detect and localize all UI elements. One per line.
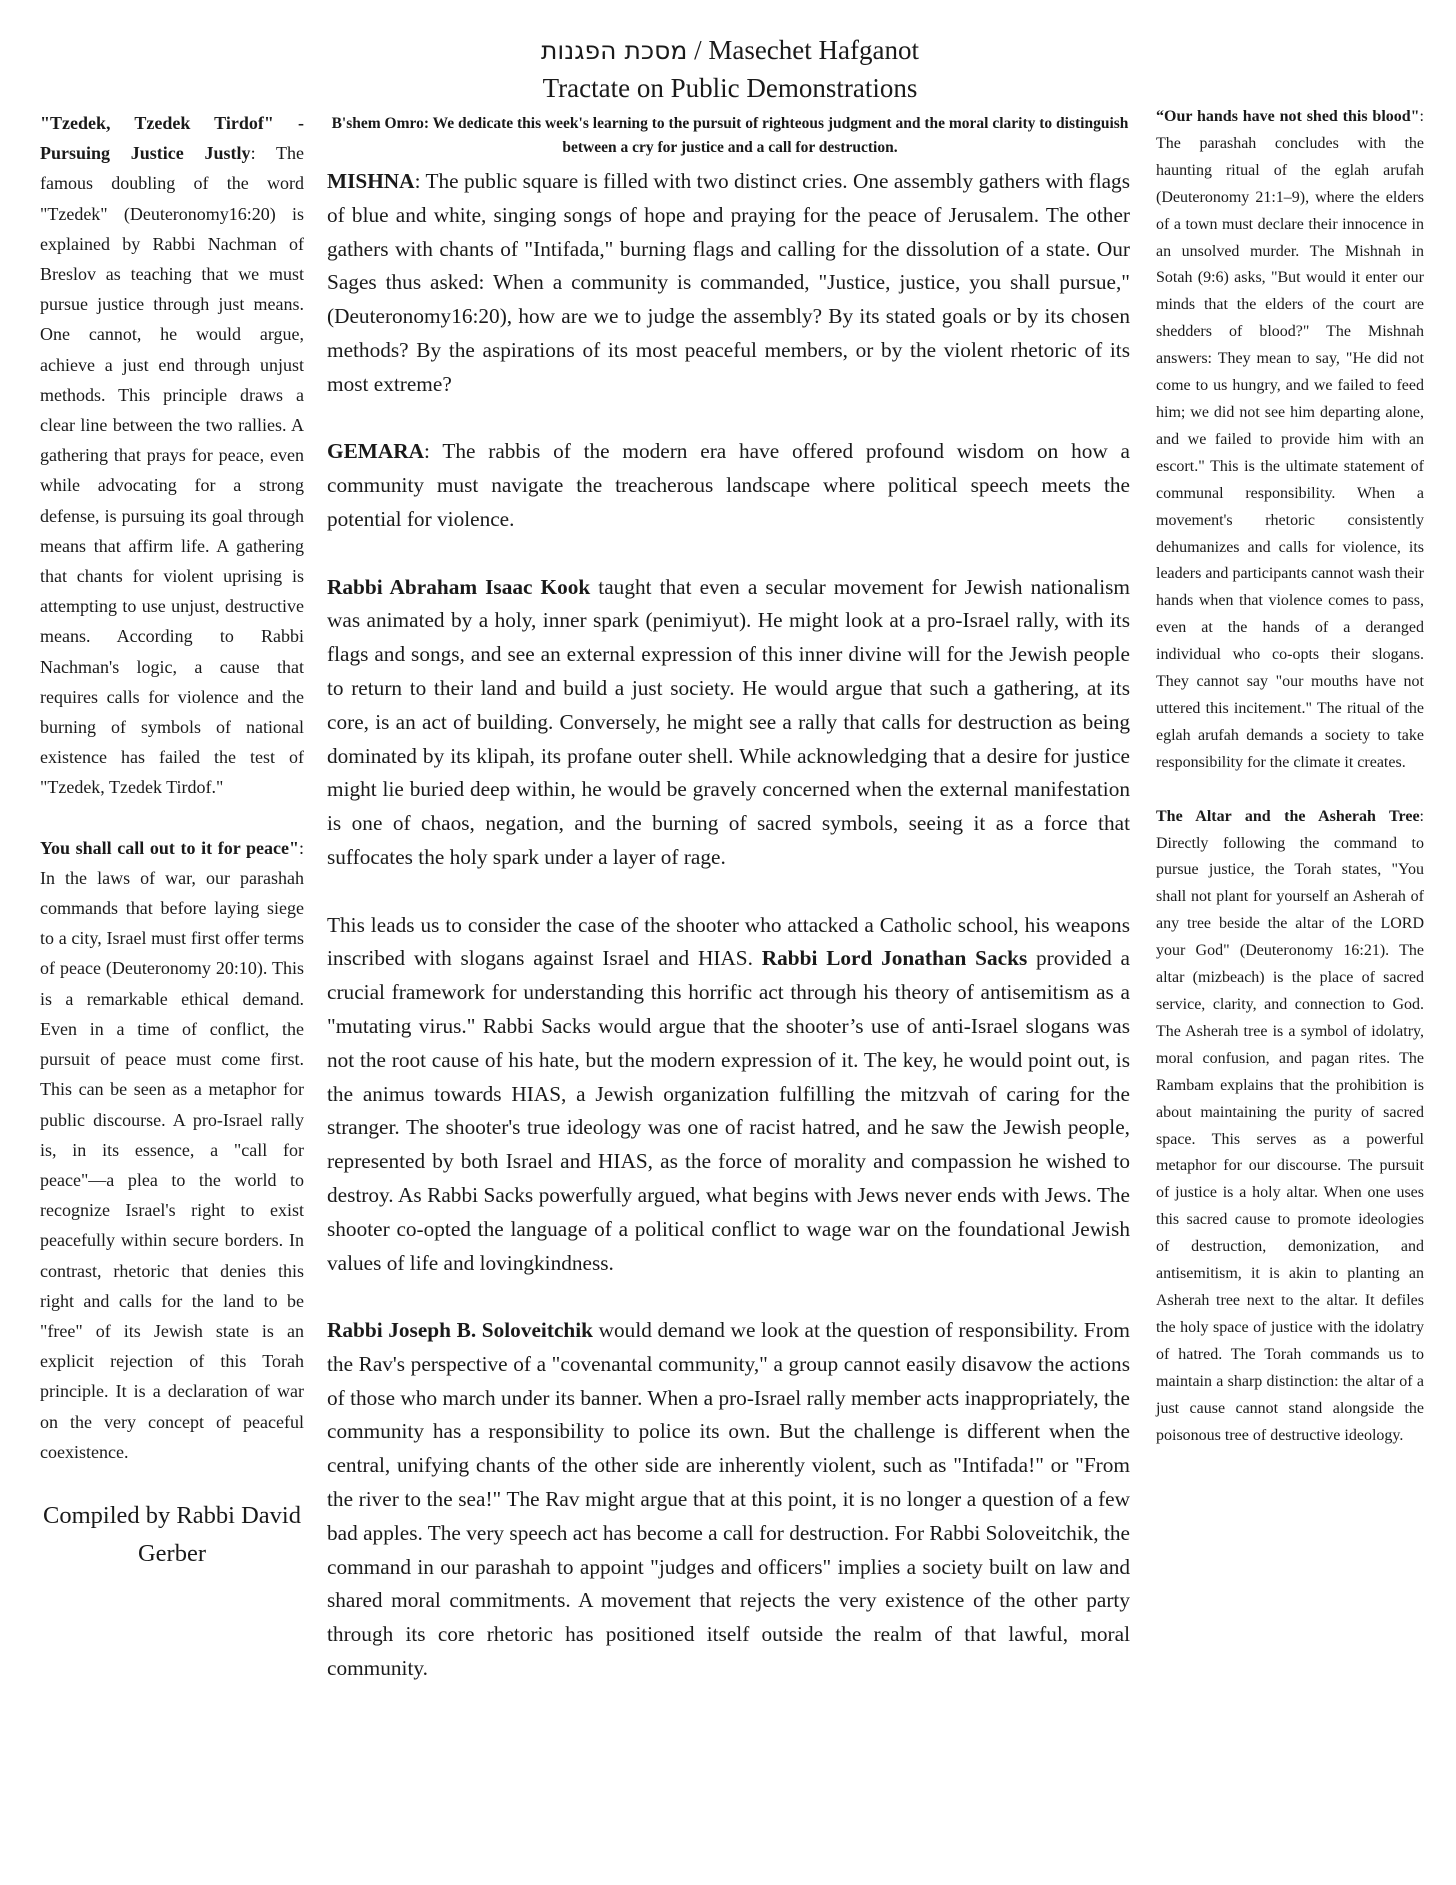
soloveitchik-paragraph (327, 1314, 1130, 1686)
section-body: : Directly following the command to pursue justice, the Torah states, "You shall not plant for yourself an Asherah of any tree beside the altar of the LORD your God" (Deuteronomy 16:21). The altar (mizbeach) is the place of sacred service, clarity, and connection to God. The Asherah tree is a symbol of idolatry, moral confusion, and pagan rites. The Rambam explains that the prohibition is about maintaining the purity of sacred space. This serves as a powerful metaphor for our discourse. The pursuit of justice is a holy altar. When one uses this sacred cause to promote ideologies of destruction, demonization, and antisemitism, it is akin to planting an Asherah tree next to the altar. It defiles the holy space of justice with the idolatry of hatred. The Torah commands us to maintain a sharp distinction: the altar of a just cause cannot stand alongside the poisonous tree of destructive ideology. (1156, 807, 1424, 1444)
gemara-paragraph (327, 435, 1130, 536)
paragraph-body: would demand we look at the question of responsibility. From the Rav's perspective of a "covenantal community," a group cannot easily disavow the actions of those who march under its banner. When a pro-Israel rally member acts inappropriately, the community has a responsibility to police its own. But the challenge is different when the central, unifying chants of the other side are inherently violent, such as "Intifada!" or "From the river to the sea!" The Rav might argue that at this point, it is no longer a question of a few bad apples. The very speech act has become a call for destruction. For Rabbi Soloveitchik, the command in our parashah to appoint "judges and officers" implies a society built on law and shared moral commitments. A movement that rejects the very existence of the other party through its core rhetoric has positioned itself outside the realm of that lawful, moral community. (327, 1318, 1130, 1681)
section-body: : The parashah concludes with the haunting ritual of the eglah arufah (Deuteronomy 21:1–9), where the elders of a town must declare their innocence in an unsolved murder. The Mishnah in Sotah (9:6) asks, "But would it enter our minds that the elders of the court are shedders of blood?" The Mishnah answers: They mean to say, "He did not come to us hungry, and we failed to feed him; we did not see him departing alone, and we failed to provide him with an escort." This is the ultimate statement of communal responsibility. When a movement's rhetoric consistently dehumanizes and calls for violence, its leaders and participants cannot wash their hands when that violence comes to pass, even at the hands of a deranged individual who co-opts their slogans. They cannot say "our mouths have not uttered this incitement." The ritual of the eglah arufah demands a society to take responsibility for the climate it creates. (1156, 108, 1424, 771)
kook-paragraph (327, 571, 1130, 875)
mishna-body: : The public square is filled with two distinct cries. One assembly gathers with flags of blue and white, singing songs of hope and praying for the peace of Jerusalem. The other gathers with chants of "Intifada," burning flags and calling for the dissolution of a state. Our Sages thus asked: When a community is commanded, "Justice, justice, you shall pursue," (Deuteronomy16:20), how are we to judge the assembly? By its stated goals or by its chosen methods? By the aspirations of its most peaceful members, or by the violent rhetoric of its most extreme? (327, 169, 1130, 396)
rabbi-name: Rabbi Abraham Isaac Kook (327, 574, 591, 599)
commentary-eglah-arufah (1156, 104, 1424, 777)
mishna-label: MISHNA (327, 169, 415, 193)
section-heading: “Our hands have not shed this blood" (1156, 108, 1420, 125)
dedication: B'shem Omro: We dedicate this week's learning to the pursuit of righteous judgment and the moral clarity to distinguish between a cry for justice and a call for destruction. (331, 115, 1129, 156)
section-body: : In the laws of war, our parashah commands that before laying siege to a city, Israel must first offer terms of peace (Deuteronomy 20:10). This is a remarkable ethical demand. Even in a time of conflict, the pursuit of peace must come first. This can be seen as a metaphor for public discourse. A pro-Israel rally is, in its essence, a "call for peace"—a plea to the world to recognize Israel's right to exist peacefully within secure borders. In contrast, rhetoric that denies this right and calls for the land to be "free" of its Jewish state is an explicit rejection of this Torah principle. It is a declaration of war on the very concept of peaceful coexistence. (40, 837, 304, 1462)
right-commentary-column (1156, 104, 1424, 1449)
gemara-label: GEMARA (327, 439, 425, 464)
paragraph-body: provided a crucial framework for understanding this horrific act through his theory of antisemitism as a "mutating virus." Rabbi Sacks would argue that the shooter’s use of anti-Israel slogans was not the root cause of his hate, but the modern expression of it. The key, he would point out, is the animus towards HIAS, a Jewish organization fulfilling the mitzvah of caring for the stranger. The shooter's true ideology was one of racist hatred, and he saw the Jewish people, represented by both Israel and HIAS, as the force of morality and compassion he wished to destroy. As Rabbi Sacks powerfully argued, what begins with Jews never ends with Jews. The shooter co-opted the language of a political conflict to wage war on the foundational Jewish values of life and lovingkindness. (327, 946, 1130, 1275)
main-text-column (327, 165, 1130, 1686)
rabbi-name: Rabbi Joseph B. Soloveitchik (327, 1318, 594, 1343)
title-separator: / (687, 35, 709, 65)
rabbi-name: Rabbi Lord Jonathan Sacks (761, 946, 1028, 971)
commentary-tzedek (40, 108, 304, 803)
section-heading: "Tzedek, Tzedek Tirdof" - Pursuing Justice Justly (40, 113, 304, 164)
left-commentary-column (40, 108, 304, 1573)
commentary-altar-asherah (1156, 804, 1424, 1450)
hebrew-title: מסכת הפגנות (541, 36, 688, 65)
mishna-paragraph (327, 165, 1130, 402)
sacks-paragraph (327, 909, 1130, 1281)
author-credit: Compiled by Rabbi David Gerber (43, 1501, 301, 1567)
section-heading: You shall call out to it for peace" (40, 837, 299, 858)
section-heading: The Altar and the Asherah Tree (1156, 807, 1420, 825)
paragraph-intro: This leads us to consider the case of the shooter who attacked a Catholic school, his weapons inscribed with slogans against Israel and HIAS. (327, 912, 1130, 971)
english-title: Masechet Hafganot (708, 35, 919, 65)
paragraph-body: taught that even a secular movement for Jewish nationalism was animated by a holy, inner spark (penimiyut). He might look at a pro-Israel rally, with its flags and songs, and see an external expression of this inner divine will for the Jewish people to return to their land and build a just society. He would argue that such a gathering, at its core, is an act of building. Conversely, he might see a rally that calls for destruction as being dominated by its klipah, its profane outer shell. While acknowledging that a desire for justice might lie buried deep within, he would be gravely concerned when the external manifestation is one of chaos, negation, and the burning of sacred symbols, seeing it as a force that suffocates the holy spark under a layer of rage. (327, 574, 1130, 869)
commentary-call-for-peace (40, 833, 304, 1467)
gemara-body: : The rabbis of the modern era have offered profound wisdom on how a community must navigate the treacherous landscape where political speech meets the potential for violence. (327, 439, 1130, 531)
section-body: : The famous doubling of the word "Tzedek" (Deuteronomy16:20) is explained by Rabbi Nachman of Breslov as teaching that we must pursue justice through just means. One cannot, he would argue, achieve a just end through unjust methods. This principle draws a clear line between the two rallies. A gathering that prays for peace, even while advocating for a strong defense, is pursuing its goal through means that affirm life. A gathering that chants for violent uprising is attempting to use unjust, destructive means. According to Rabbi Nachman's logic, a cause that requires calls for violence and the burning of symbols of national existence has failed the test of "Tzedek, Tzedek Tirdof." (40, 143, 304, 798)
page-title (320, 32, 1140, 69)
page-subtitle: Tractate on Public Demonstrations (542, 73, 918, 103)
